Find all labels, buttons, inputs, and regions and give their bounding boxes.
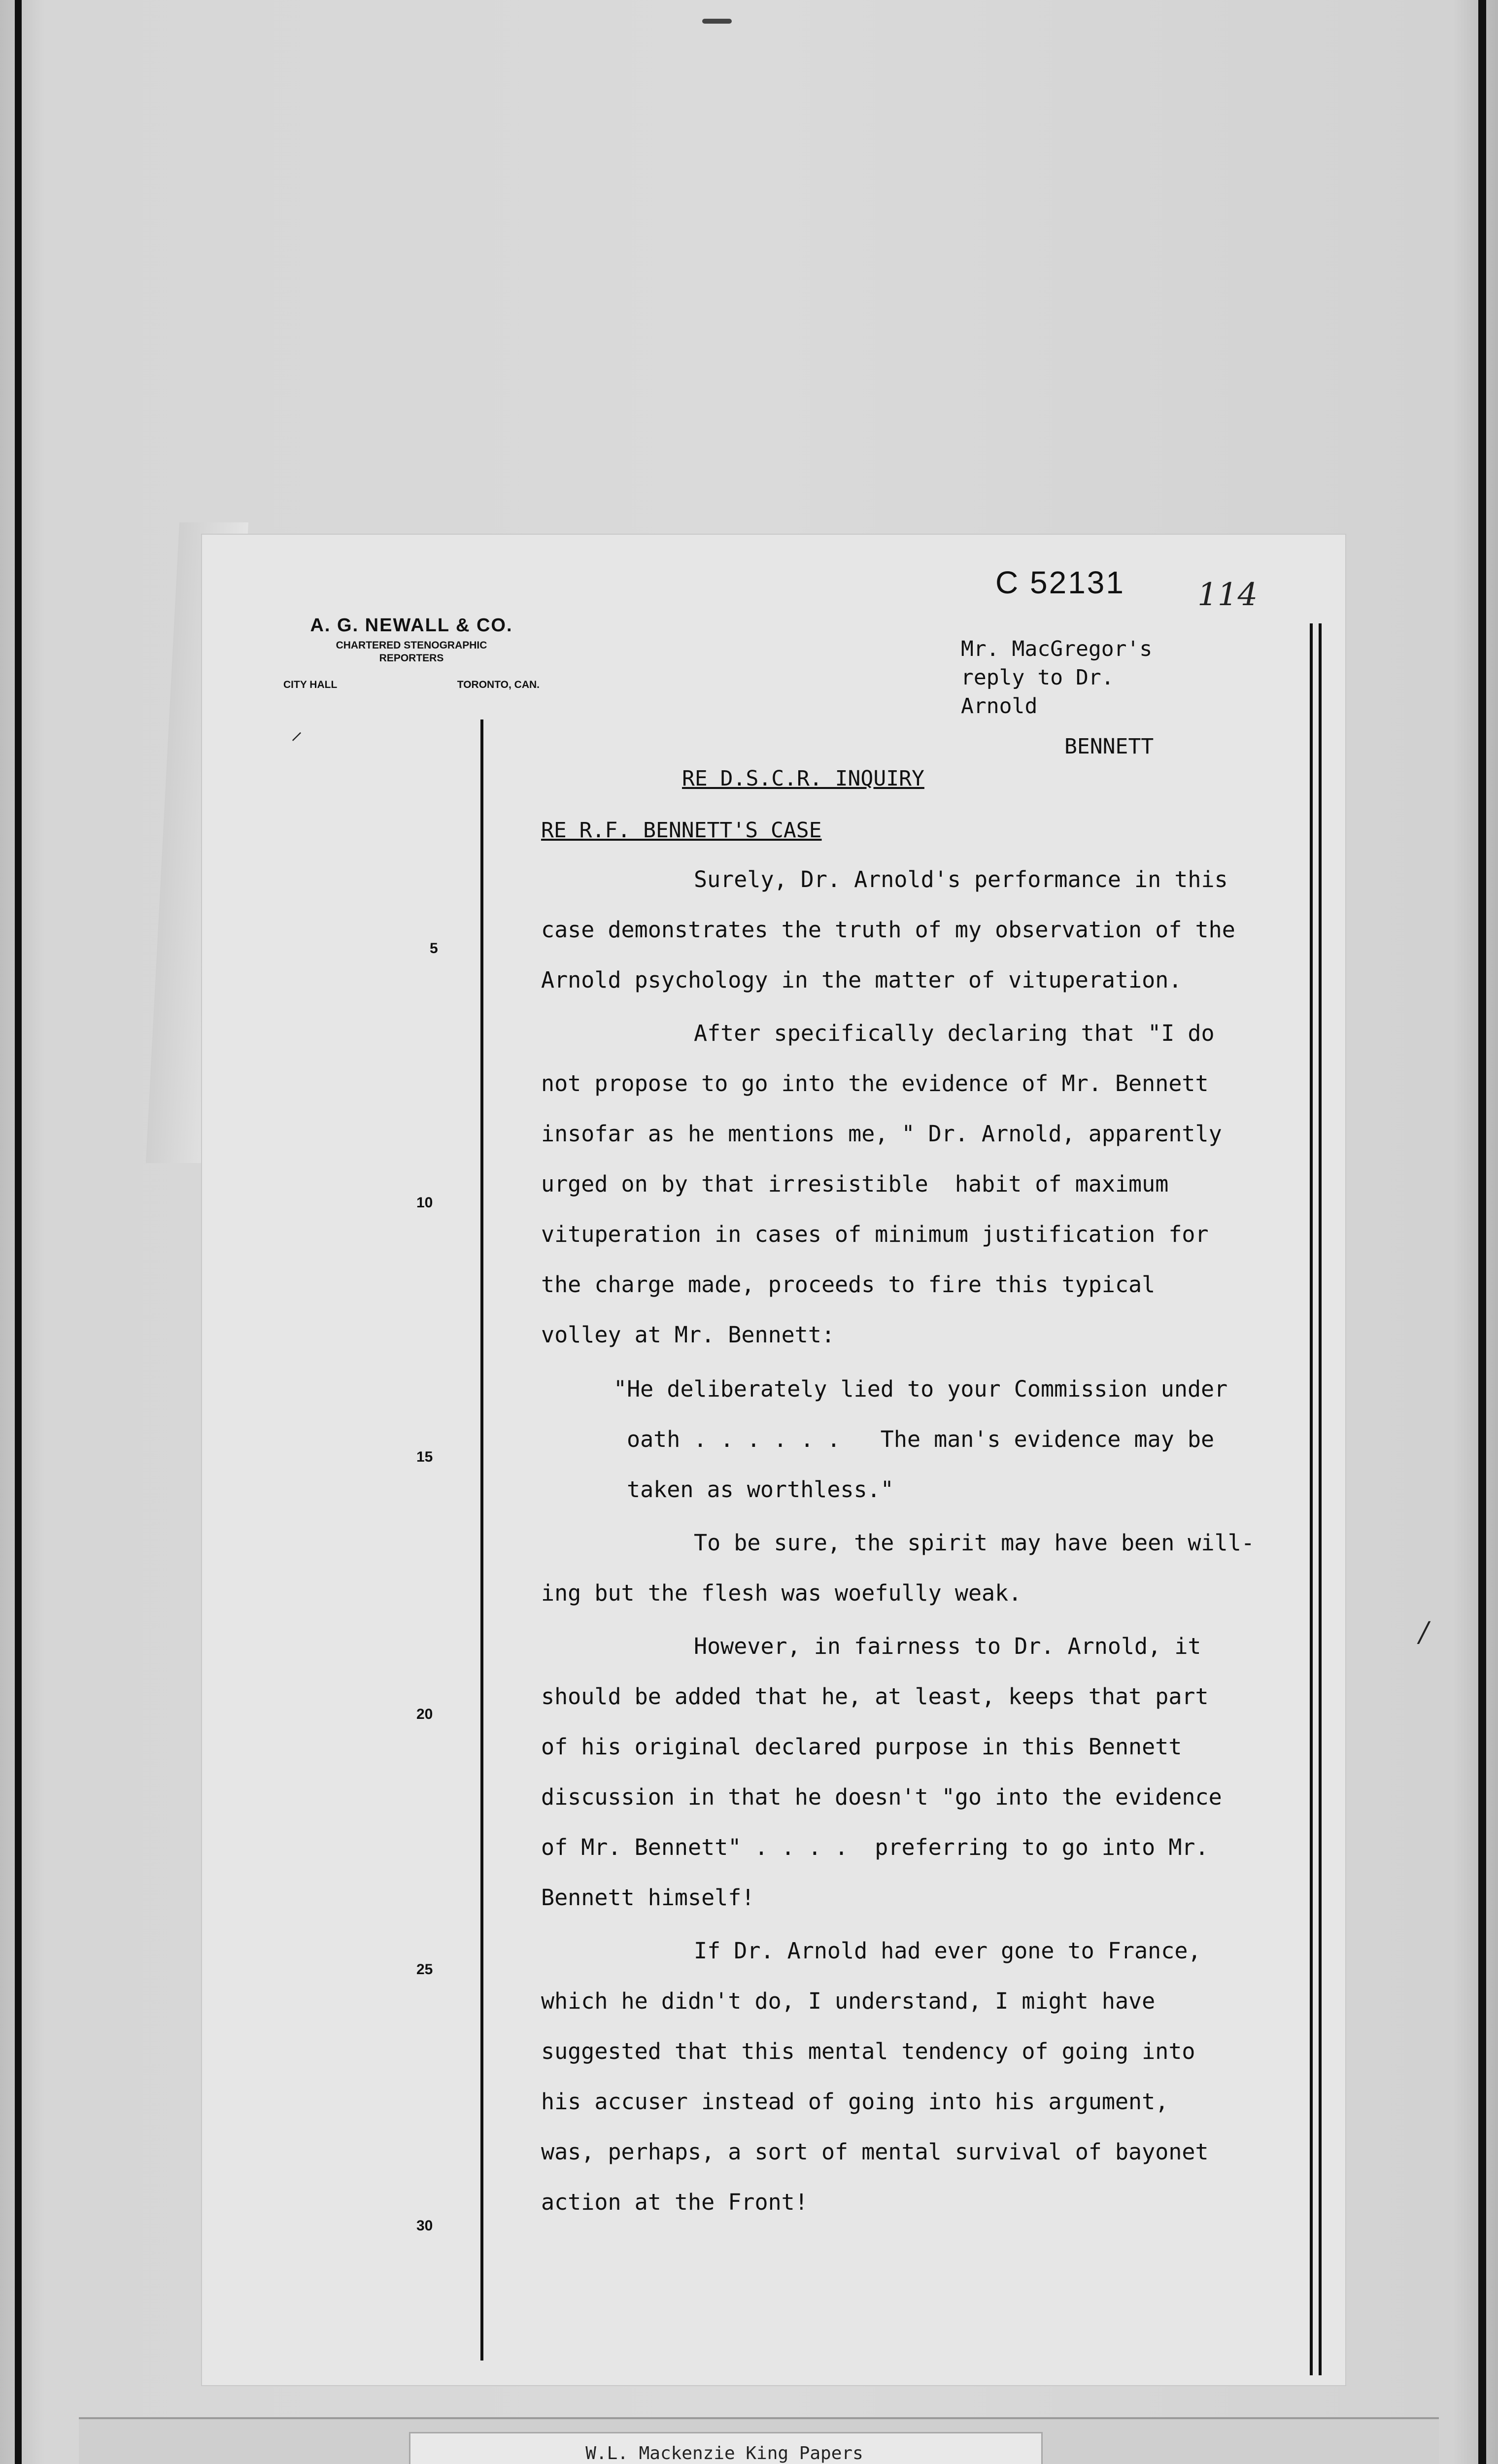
- body-line: case demonstrates the truth of my observation of the: [541, 917, 1235, 943]
- body-line: urged on by that irresistible habit of maximum: [541, 1171, 1169, 1197]
- body-line: of Mr. Bennett" . . . . preferring to go into Mr.: [541, 1834, 1209, 1860]
- subject-note: [961, 635, 1152, 720]
- body-line: discussion in that he doesn't "go into the evidence: [541, 1784, 1222, 1810]
- film-edge-left: [15, 0, 22, 2464]
- margin-mark: /: [1419, 1616, 1429, 1648]
- letterhead-subtitle-2: REPORTERS: [379, 652, 444, 664]
- document-number: C 52131: [995, 565, 1125, 600]
- body-line: volley at Mr. Bennett:: [541, 1322, 835, 1348]
- body-line: of his original declared purpose in this Bennett: [541, 1734, 1182, 1760]
- subject-note-line: Mr. MacGregor's: [961, 637, 1153, 661]
- body-line: which he didn't do, I understand, I might have: [541, 1988, 1156, 2014]
- heading-case: RE R.F. BENNETT'S CASE: [541, 818, 822, 843]
- film-edge-right: [1478, 0, 1486, 2464]
- letterhead-address: [283, 679, 540, 691]
- quote-line: "He deliberately lied to your Commission under: [613, 1376, 1228, 1402]
- margin-rule-left: [480, 719, 483, 2361]
- subject-note-line: reply to Dr.: [961, 665, 1114, 690]
- body-line: was, perhaps, a sort of mental survival of bayonet: [541, 2139, 1209, 2165]
- letterhead-firm: A. G. NEWALL & CO.: [310, 615, 513, 636]
- quote-line: taken as worthless.": [627, 1476, 894, 1503]
- letterhead-subtitle-1: CHARTERED STENOGRAPHIC: [336, 640, 487, 651]
- heading-inquiry: RE D.S.C.R. INQUIRY: [682, 766, 924, 791]
- body-line: not propose to go into the evidence of Mr. Bennett: [541, 1070, 1209, 1096]
- line-number: 10: [416, 1195, 433, 1211]
- body-line: To be sure, the spirit may have been will-: [694, 1530, 1255, 1556]
- archive-label-collection: W.L. Mackenzie King Papers: [585, 2443, 863, 2464]
- letterhead: [283, 615, 540, 690]
- letterhead-address-left: CITY HALL: [283, 679, 338, 690]
- line-number: 30: [416, 2218, 433, 2234]
- body-line: Arnold psychology in the matter of vituperation.: [541, 967, 1182, 993]
- subject-tag: BENNETT: [1064, 734, 1154, 759]
- letterhead-address-right: TORONTO, CAN.: [457, 679, 540, 690]
- handwritten-page-number: 114: [1197, 577, 1258, 613]
- margin-rule-right-double: [1319, 623, 1322, 2375]
- quote-line: oath . . . . . . The man's evidence may be: [627, 1426, 1215, 1452]
- line-number: 5: [430, 940, 438, 957]
- body-line: action at the Front!: [541, 2189, 808, 2215]
- line-number: 25: [416, 1961, 433, 1978]
- film-top-mark: [702, 19, 732, 24]
- body-line: Surely, Dr. Arnold's performance in this: [694, 866, 1228, 892]
- body-line: suggested that this mental tendency of going into: [541, 2038, 1195, 2064]
- handwritten-tick-mark: ⸍: [291, 728, 303, 754]
- body-line: his accuser instead of going into his argument,: [541, 2088, 1169, 2115]
- body-line: the charge made, proceeds to fire this typical: [541, 1271, 1156, 1298]
- body-line: vituperation in cases of minimum justification for: [541, 1221, 1209, 1247]
- body-line: After specifically declaring that "I do: [694, 1020, 1215, 1046]
- subject-note-line: Arnold: [961, 694, 1038, 719]
- line-number: 20: [416, 1706, 433, 1722]
- body-line: However, in fairness to Dr. Arnold, it: [694, 1633, 1201, 1659]
- body-line: ing but the flesh was woefully weak.: [541, 1580, 1022, 1606]
- body-line: If Dr. Arnold had ever gone to France,: [694, 1938, 1201, 1964]
- body-line: should be added that he, at least, keeps that part: [541, 1683, 1209, 1710]
- body-line: insofar as he mentions me, " Dr. Arnold, apparently: [541, 1121, 1222, 1147]
- line-number: 15: [416, 1449, 433, 1465]
- body-line: Bennett himself!: [541, 1884, 755, 1911]
- margin-rule-right: [1310, 623, 1313, 2375]
